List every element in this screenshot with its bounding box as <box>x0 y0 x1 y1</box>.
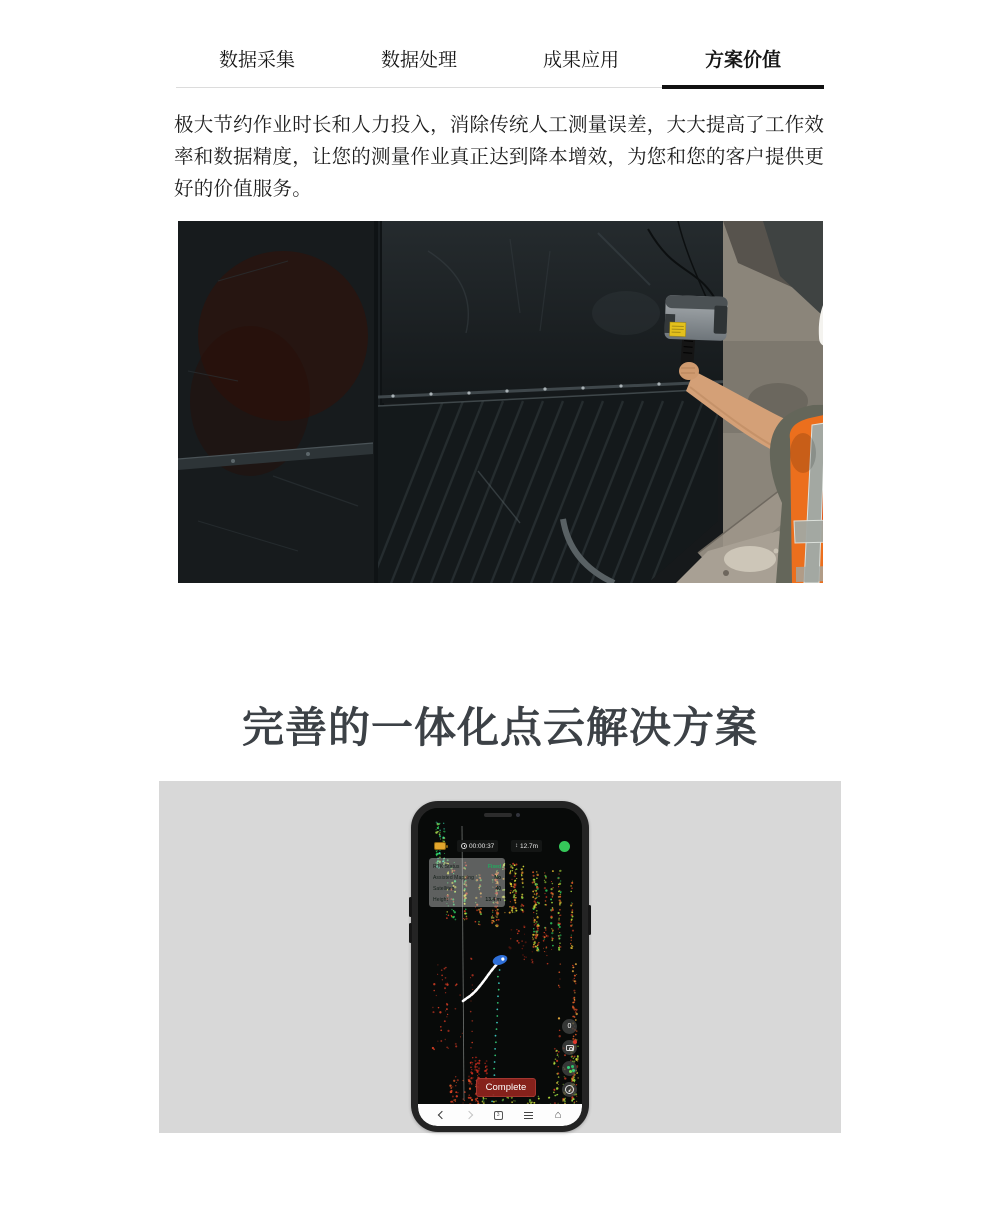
timer-value: 00:00:37 <box>469 842 495 850</box>
photo-counter-badge <box>562 1019 577 1034</box>
range-readout <box>511 840 542 852</box>
point-cloud-toggle-button <box>562 1061 577 1076</box>
status-indicator-dot <box>559 841 570 852</box>
phone-speaker <box>484 813 512 817</box>
tool-button-column <box>562 1019 577 1103</box>
worker-scanning-photo <box>178 221 823 583</box>
phone-power-button <box>588 905 591 935</box>
phone-mockup <box>411 801 589 1132</box>
menu-icon <box>524 1112 533 1119</box>
tab-results-application[interactable]: 成果应用 <box>542 50 619 71</box>
phone-front-camera <box>516 813 520 817</box>
tab-data-processing[interactable]: 数据处理 <box>380 50 457 71</box>
camera-icon <box>566 1045 574 1051</box>
complete-button: Complete <box>476 1078 536 1097</box>
phone-volume-up-button <box>409 897 412 917</box>
status-info-panel <box>429 858 505 907</box>
rtk-status-label: RTK Status <box>433 863 460 870</box>
assisted-mapping-value: No <box>494 874 501 881</box>
recording-timer <box>457 840 498 852</box>
android-nav-bar <box>418 1104 582 1126</box>
rtk-status-value: Fixed <box>487 863 501 870</box>
battery-icon <box>434 842 446 850</box>
assisted-mapping-label: Assisted Mapping <box>433 874 475 881</box>
phone-volume-down-button <box>409 923 412 943</box>
back-icon <box>437 1111 445 1119</box>
satellites-label: Satellites <box>433 885 455 892</box>
tab-solution-value[interactable]: 方案价值 <box>662 28 824 87</box>
tab-bar <box>176 28 824 88</box>
camera-button <box>562 1040 577 1055</box>
photo-counter-value: 0 <box>567 1023 572 1030</box>
range-icon: ↕ <box>515 843 518 849</box>
height-value: 13.4 m <box>485 896 501 903</box>
range-value: 12.7m <box>520 842 539 850</box>
clock-icon <box>461 843 467 849</box>
compass-icon <box>565 1085 574 1094</box>
phone-screen <box>418 808 582 1126</box>
home-icon: ⌂ <box>554 1108 562 1121</box>
height-label: Height <box>433 896 449 903</box>
phone-showcase-section <box>159 781 841 1133</box>
tab-data-collection[interactable]: 数据采集 <box>218 50 295 71</box>
point-cloud-icon <box>567 1066 570 1069</box>
recenter-button <box>562 1082 577 1097</box>
forward-icon <box>465 1111 473 1119</box>
section-title: 完善的一体化点云解决方案 <box>241 704 758 751</box>
intro-paragraph: 极大节约作业时长和人力投入，消除传统人工测量误差，大大提高了工作效率和数据精度，让您的测量作业真正达到降本增效，为您和您的客户提供更好的价值服务。 <box>174 114 825 200</box>
tabs-icon: 3 <box>494 1111 503 1120</box>
camera-notification-badge <box>573 1040 577 1044</box>
photo-illustration <box>178 221 823 583</box>
satellites-value: 40 <box>495 885 501 892</box>
